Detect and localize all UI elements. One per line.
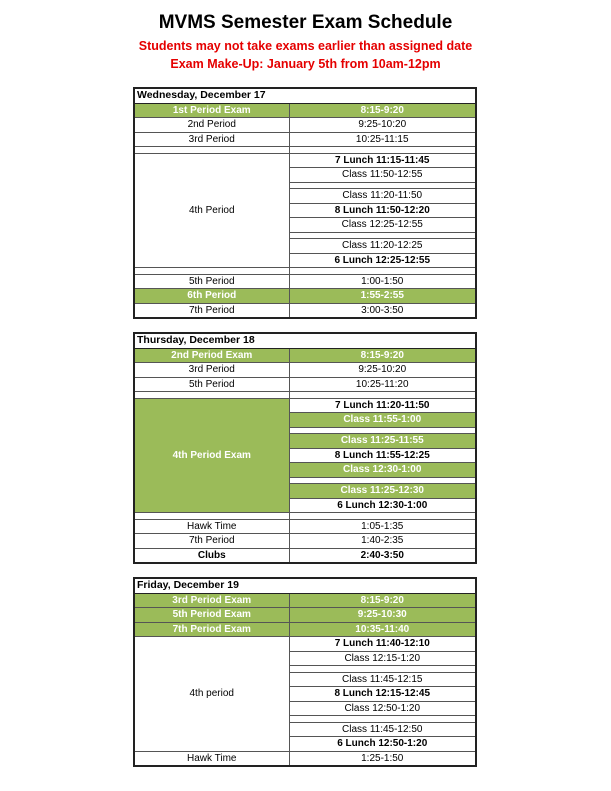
table-row [134,751,476,766]
time-slot: 8:15-9:20 [289,593,476,608]
lunch-time-slot: Class 11:45-12:15 [289,672,476,687]
period-label: 2nd Period [134,118,289,133]
page-title: MVMS Semester Exam Schedule [158,12,453,33]
lunch-time-slot: 7 Lunch 11:20-11:50 [289,398,476,413]
time-slot: 1:40-2:35 [289,534,476,549]
day-schedule-table [133,332,477,564]
table-row [134,363,476,378]
period-label: 4th period [134,637,289,752]
table-row [134,132,476,147]
lunch-time-slot: Class 12:30-1:00 [289,463,476,478]
period-label: 7th Period [134,303,289,318]
makeup-text: Exam Make-Up: January 5th from 10am-12pm [170,57,441,71]
period-label: 2nd Period Exam [134,348,289,363]
period-label: 5th Period [134,377,289,392]
period-label: Hawk Time [134,519,289,534]
period-label: 3rd Period [134,363,289,378]
lunch-time-slot: 7 Lunch 11:15-11:45 [289,153,476,168]
table-row [134,153,476,168]
period-label: 5th Period Exam [134,608,289,623]
lunch-time-slot: Class 12:25-12:55 [289,218,476,233]
lunch-time-slot: Class 11:25-11:55 [289,434,476,449]
table-row [134,118,476,133]
time-slot: 8:15-9:20 [289,348,476,363]
time-slot: 1:00-1:50 [289,274,476,289]
lunch-time-slot: 6 Lunch 12:30-1:00 [289,498,476,513]
day-heading-row [134,333,476,348]
lunch-time-slot: Class 11:55-1:00 [289,413,476,428]
period-label: 5th Period [134,274,289,289]
time-slot: 9:25-10:20 [289,118,476,133]
period-label: 7th Period [134,534,289,549]
day-schedule-table [133,577,477,767]
period-label: 4th Period [134,153,289,268]
lunch-time-slot: 6 Lunch 12:25-12:55 [289,253,476,268]
lunch-time-slot: Class 11:25-12:30 [289,484,476,499]
period-label: 3rd Period [134,132,289,147]
lunch-time-slot: 8 Lunch 11:55-12:25 [289,448,476,463]
table-row [134,593,476,608]
lunch-time-slot: Class 11:20-11:50 [289,189,476,204]
table-row [134,377,476,392]
period-label: 7th Period Exam [134,622,289,637]
schedule-tables [133,87,477,780]
period-label: 6th Period [134,289,289,304]
lunch-time-slot: Class 12:15-1:20 [289,651,476,666]
table-row [134,637,476,652]
table-row [134,548,476,563]
time-slot: 8:15-9:20 [289,103,476,118]
lunch-time-slot: Class 11:50-12:55 [289,168,476,183]
table-row [134,519,476,534]
day-heading: Wednesday, December 17 [134,88,476,103]
notice-text: Students may not take exams earlier than assigned date [138,39,473,53]
period-label: Hawk Time [134,751,289,766]
table-row [134,398,476,413]
lunch-time-slot: Class 11:20-12:25 [289,239,476,254]
lunch-time-slot: 8 Lunch 11:50-12:20 [289,203,476,218]
lunch-time-slot: 6 Lunch 12:50-1:20 [289,737,476,752]
time-slot: 2:40-3:50 [289,548,476,563]
table-row [134,274,476,289]
time-slot: 1:55-2:55 [289,289,476,304]
lunch-time-slot: Class 11:45-12:50 [289,722,476,737]
table-row [134,303,476,318]
day-heading-row [134,578,476,593]
lunch-time-slot: 8 Lunch 12:15-12:45 [289,687,476,702]
time-slot: 9:25-10:30 [289,608,476,623]
table-row [134,534,476,549]
time-slot: 1:05-1:35 [289,519,476,534]
time-slot: 9:25-10:20 [289,363,476,378]
time-slot: 3:00-3:50 [289,303,476,318]
period-label: 1st Period Exam [134,103,289,118]
period-label: Clubs [134,548,289,563]
table-row [134,103,476,118]
time-slot: 1:25-1:50 [289,751,476,766]
table-row [134,608,476,623]
lunch-time-slot: Class 12:50-1:20 [289,701,476,716]
time-slot: 10:35-11:40 [289,622,476,637]
lunch-time-slot: 7 Lunch 11:40-12:10 [289,637,476,652]
time-slot: 10:25-11:20 [289,377,476,392]
table-row [134,622,476,637]
period-label: 3rd Period Exam [134,593,289,608]
period-label: 4th Period Exam [134,398,289,513]
day-schedule-table [133,87,477,319]
table-row [134,348,476,363]
day-heading: Thursday, December 18 [134,333,476,348]
day-heading-row [134,88,476,103]
table-row [134,289,476,304]
day-heading: Friday, December 19 [134,578,476,593]
time-slot: 10:25-11:15 [289,132,476,147]
